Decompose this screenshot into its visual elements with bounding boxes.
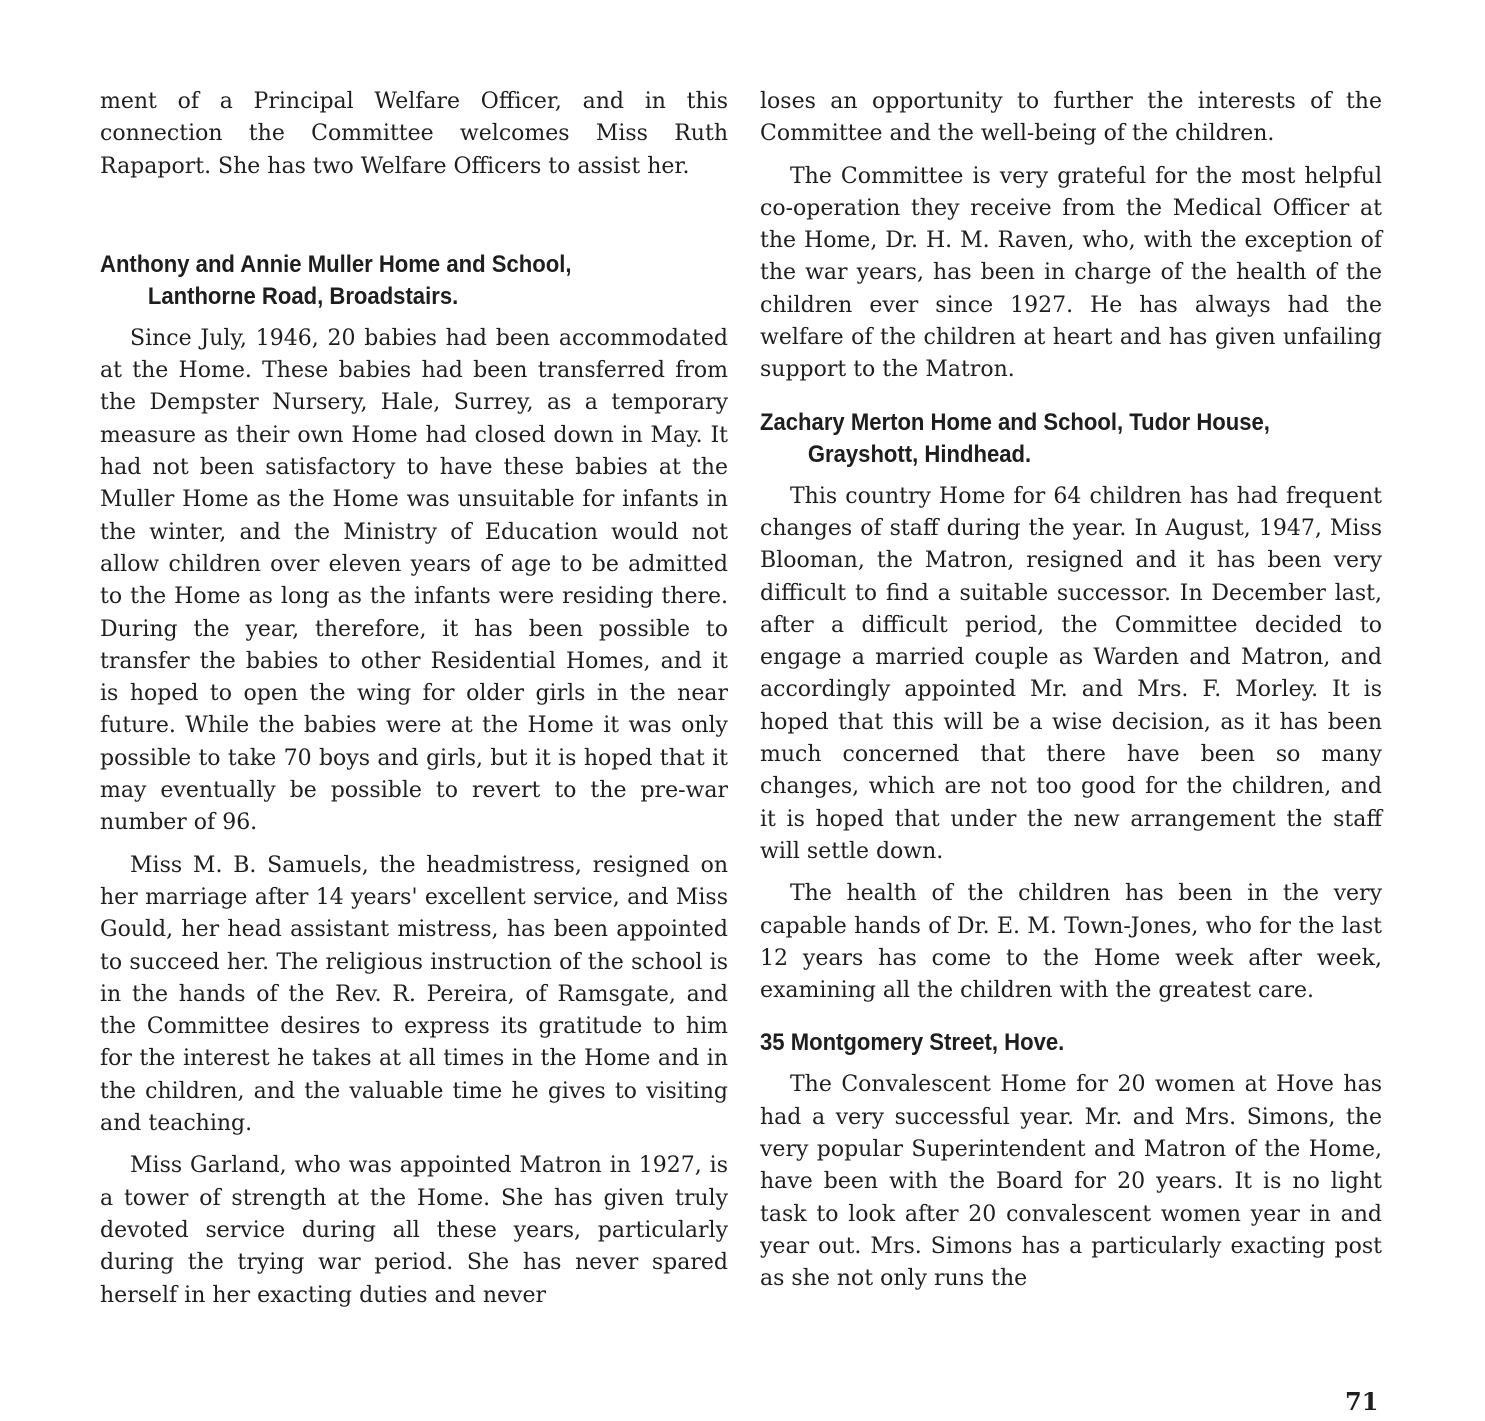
section-spacer: [760, 1017, 1382, 1027]
medical-officer-paragraph: The Committee is very grateful for the most helpful co-operation they receive from the Medical Officer at the Home, Dr. H. M. Raven, who, with the exception of the war years, has been in charge of the health of the children ever since 1927. He has always had the welfare of the children at heart and has given unfailing support to the Matron.: [760, 163, 1382, 383]
section-spacer: [100, 193, 728, 249]
muller-paragraph-1: Since July, 1946, 20 babies had been accommodated at the Home. These babies had been transferred from the Dempster Nursery, Hale, Surrey, as a temporary measure as their own Home had closed down in May. It had not been satisfactory to have these babies at the Muller Home as the Home was unsuitable for infants in the winter, and the Ministry of Education would not allow children over eleven years of age to be admitted to the Home as long as the infants were residing there. During the year, therefore, it has been possible to transfer the babies to other Residential Homes, and it is hoped to open the wing for older girls in the near future. While the babies were at the Home it was only possible to take 70 boys and girls, but it is hoped that it may eventually be possible to revert to the pre-war number of 96.: [100, 325, 728, 836]
right-column: [760, 86, 1382, 1306]
hove-paragraph: The Convalescent Home for 20 women at Hove has had a very successful year. Mr. and Mrs. Simons, the very popular Superintendent and Matron of the Home, have been with the Board for 20 years. It is no light task to look after 20 convalescent women year in and year out. Mrs. Simons has a particularly exacting post as she not only runs the: [760, 1072, 1382, 1292]
montgomery-street-heading: 35 Montgomery Street, Hove.: [760, 1029, 1065, 1057]
page-number: 71: [1345, 1387, 1379, 1416]
muller-paragraph-2: Miss M. B. Samuels, the headmistress, resigned on her marriage after 14 years' excellent service, and Miss Gould, her head assistant mistress, has been appointed to succeed her. The religious instruction of the school is in the hands of the Rev. R. Pereira, of Ramsgate, and the Committee desires to express its gratitude to him for the interest he takes at all times in the Home and in the children, and the valuable time he gives to visiting and teaching.: [100, 852, 728, 1137]
left-column: [100, 86, 728, 1322]
zachary-merton-heading: Zachary Merton Home and School, Tudor House, Grayshott, Hindhead.: [760, 408, 1270, 468]
merton-paragraph-1: This country Home for 64 children has had frequent changes of staff during the year. In August, 1947, Miss Blooman, the Matron, resigned and it has been very difficult to find a suitable successor. In December last, after a difficult period, the Committee decided to engage a married couple as Warden and Matron, and accordingly appointed Mr. and Mrs. F. Morley. It is hoped that this will be a wise decision, as it has been much concerned that there have been so many changes, which are not too good for the children, and it is hoped that under the new arrangement the staff will settle down.: [760, 483, 1382, 864]
right-intro-paragraph: loses an opportunity to further the interests of the Committee and the well-being of the children.: [760, 89, 1382, 147]
muller-home-heading: Anthony and Annie Muller Home and School, Lanthorne Road, Broadstairs.: [100, 250, 572, 310]
muller-paragraph-3: Miss Garland, who was appointed Matron in 1927, is a tower of strength at the Home. She has given truly devoted service during all these years, particularly during the trying war period. She has never spared herself in her exacting duties and never: [100, 1153, 728, 1308]
section-spacer: [760, 397, 1382, 407]
merton-paragraph-2: The health of the children has been in the very capable hands of Dr. E. M. Town-Jones, who for the last 12 years has come to the Home week after week, examining all the children with the greatest care.: [760, 881, 1382, 1004]
left-intro-paragraph: ment of a Principal Welfare Officer, and in this connection the Committee welcomes Miss Ruth Rapaport. She has two Welfare Officers to assist her.: [100, 89, 728, 179]
